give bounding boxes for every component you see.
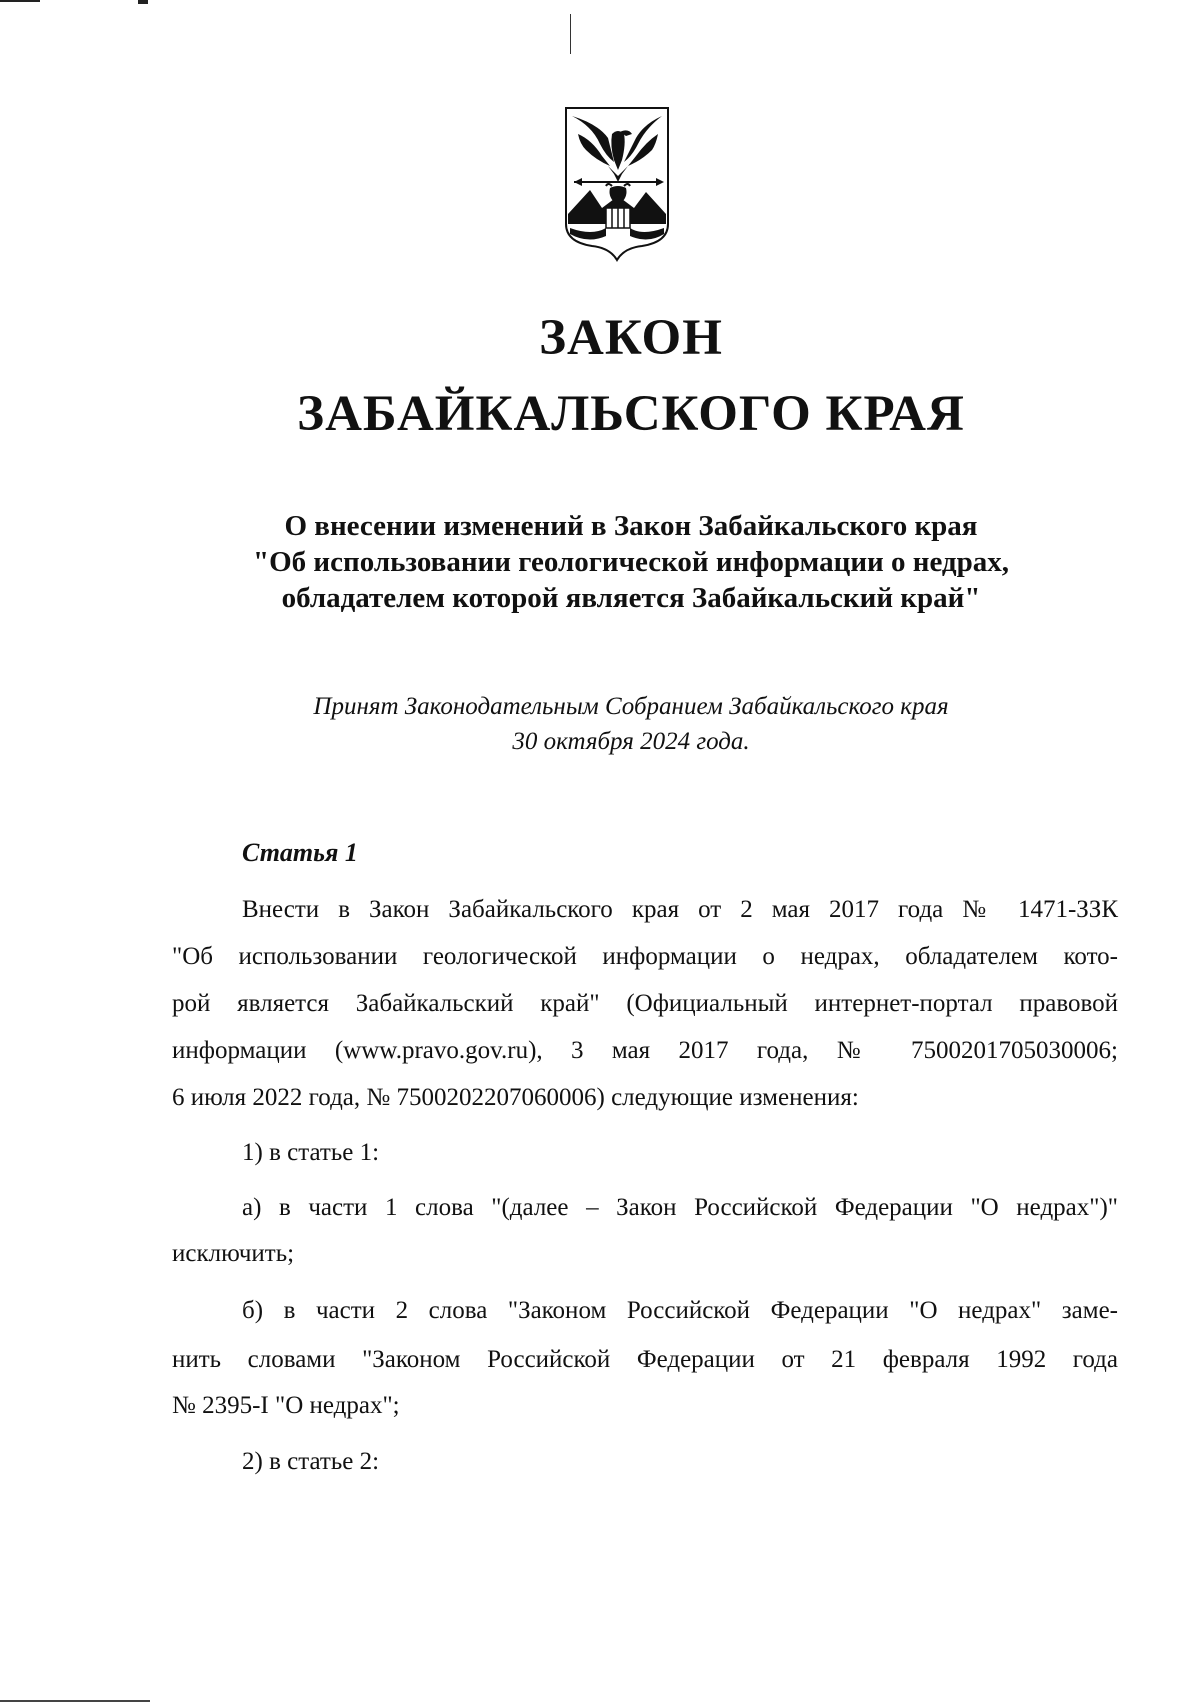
document-title: ЗАКОН <box>539 310 723 366</box>
body-line: "Об использовании геологической информации о недрах, обладателем кото- <box>172 943 1118 970</box>
law-subject-line: О внесении изменений в Закон Забайкальского края <box>284 510 978 542</box>
body-line: исключить; <box>172 1240 295 1267</box>
body-line: Внести в Закон Забайкальского края от 2 мая 2017 года № 1471-ЗЗК <box>242 896 1118 923</box>
article-heading: Статья 1 <box>242 838 358 867</box>
scan-artifact <box>138 0 148 4</box>
body-line: а) в части 1 слова "(далее – Закон Российской Федерации "О недрах")" <box>242 1194 1118 1221</box>
body-line: № 2395-I "О недрах"; <box>172 1392 400 1419</box>
law-subject-line: "Об использовании геологической информации о недрах, <box>253 546 1009 578</box>
coat-of-arms-emblem <box>562 104 672 262</box>
body-line: б) в части 2 слова "Законом Российской Федерации "О недрах" заме- <box>242 1297 1118 1324</box>
scan-artifact <box>0 0 40 2</box>
scan-artifact <box>570 14 571 54</box>
scan-artifact <box>0 1700 150 1702</box>
adoption-note: Принят Законодательным Собранием Забайкальского края <box>313 693 949 720</box>
document-title-region: ЗАБАЙКАЛЬСКОГО КРАЯ <box>297 386 965 442</box>
body-line: информации (www.pravo.gov.ru), 3 мая 2017 года, № 7500201705030006; <box>172 1037 1118 1064</box>
body-line: нить словами "Законом Российской Федерации от 21 февраля 1992 года <box>172 1346 1118 1373</box>
body-line: 6 июля 2022 года, № 7500202207060006) следующие изменения: <box>172 1084 859 1111</box>
body-line: 1) в статье 1: <box>242 1139 380 1166</box>
law-subject-line: обладателем которой является Забайкальский край" <box>281 582 981 614</box>
body-line: 2) в статье 2: <box>242 1448 380 1475</box>
adoption-date: 30 октября 2024 года. <box>512 728 750 755</box>
body-line: рой является Забайкальский край" (Официальный интернет-портал правовой <box>172 990 1118 1017</box>
